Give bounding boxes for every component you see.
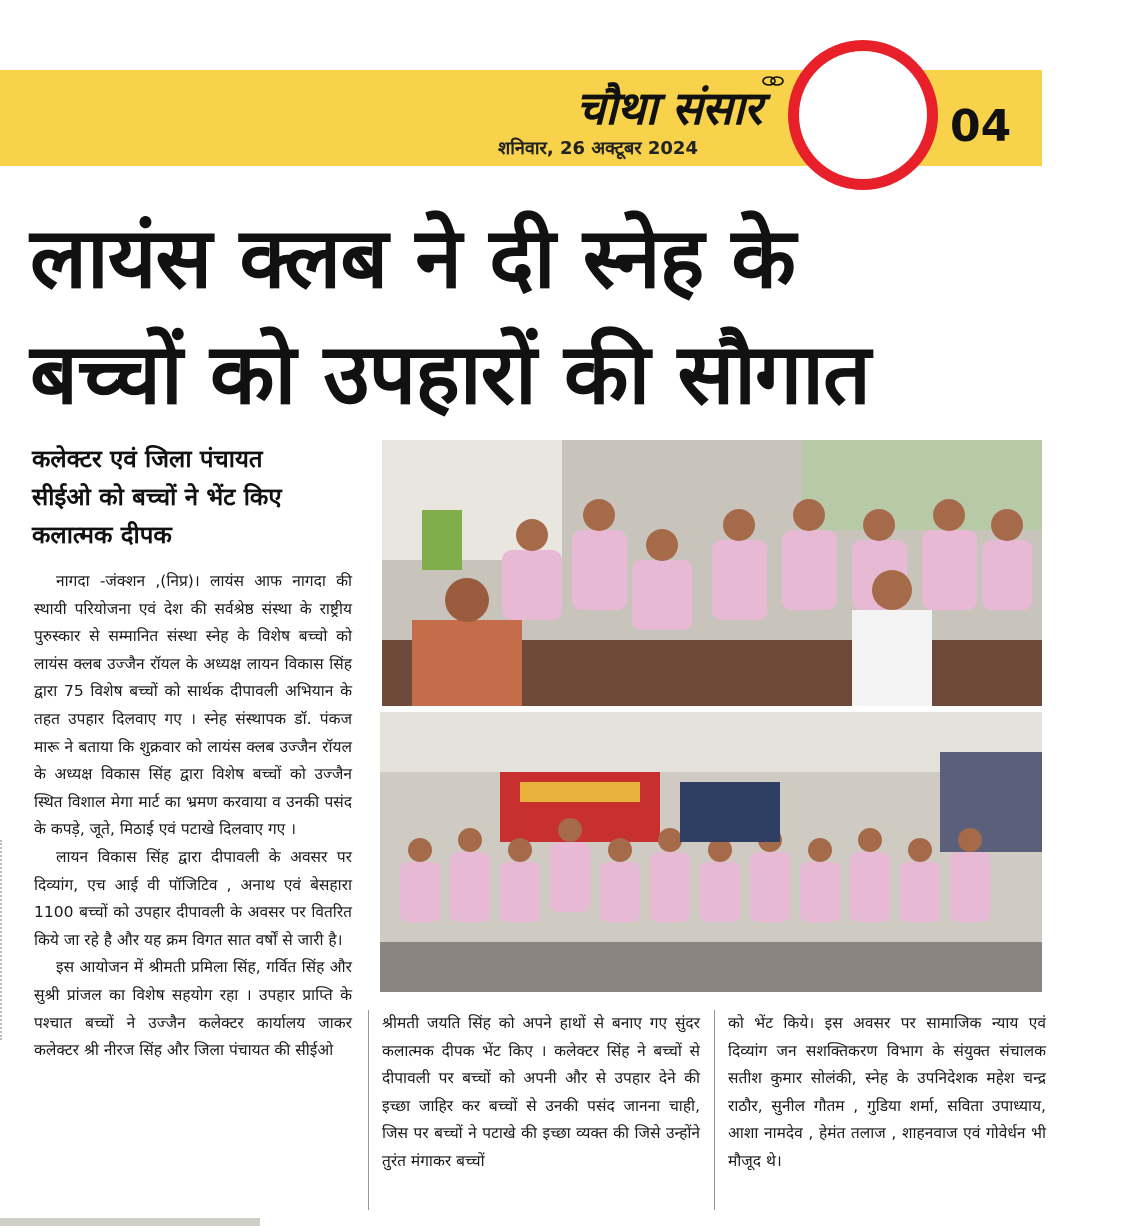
headline-line-2: बच्चों को उपहारों की सौगात xyxy=(30,325,870,423)
column-1-paragraph-2: लायन विकास सिंह द्वारा दीपावली के अवसर पर दिव्यांग, एच आई वी पॉजिटिव , अनाथ एवं बेसहारा 1100 बच्चों को उपहार दीपावली के अवसर पर वितरित किये जा रहे है और यह क्रम विगत सात वर्षों से जारी है। xyxy=(34,847,352,949)
subhead-line-1: कलेक्टर एवं जिला पंचायत xyxy=(32,445,263,473)
bottom-photo-edge xyxy=(0,1218,260,1226)
column-1-paragraph-3: इस आयोजन में श्रीमती प्रमिला सिंह, गर्वित सिंह और सुश्री प्रांजल का विशेष सहयोग रहा । उपहार प्राप्ति के पश्चात बच्चों ने उज्जैन कलेक्टर कार्यालय जाकर कलेक्टर श्री नीरज सिंह और जिला पंचायत की सीईओ xyxy=(34,958,352,1060)
group-photo-children-at-mega-mart xyxy=(380,712,1042,992)
subhead-line-3: कलात्मक दीपक xyxy=(32,521,172,549)
column-divider-1 xyxy=(368,1010,369,1210)
column-2-paragraph-1: श्रीमती जयति सिंह को अपने हाथों से बनाए गए सुंदर कलात्मक दीपक भेंट किए । कलेक्टर सिंह ने बच्चों से दीपावली पर बच्चों को अपनी और से उपहार देने की इच्छा जाहिर कर बच्चों से उनकी पसंद जानना चाही, जिस पर बच्चों ने पटाखे की इच्छा व्यक्त की जिसे उन्होंने तुरंत मंगाकर बच्चों xyxy=(382,1014,700,1170)
column-divider-2 xyxy=(714,1010,715,1210)
subhead-line-2: सीईओ को बच्चों ने भेंट किए xyxy=(32,483,282,511)
page-number: 04 xyxy=(950,101,1012,152)
column-1-paragraph-1: नागदा -जंक्शन ,(निप्र)। लायंस आफ नागदा की स्थायी परियोजना एवं देश की सर्वश्रेष्ठ संस्था के राष्ट्रीय पुरुस्कार से सम्मानित संस्था स्नेह के विशेष बच्चो को लायंस क्लब उज्जैन रॉयल के अध्यक्ष लायन विकास सिंह द्वारा 75 विशेष बच्चों को सार्थक दीपावली अभियान के तहत उपहार दिलवाए गए । स्नेह संस्थापक डॉ. पंकज मारू ने बताया कि शुक्रवार को लायंस क्लब उज्जैन रॉयल के अध्यक्ष विकास सिंह द्वारा विशेष बच्चों को उज्जैन स्थित विशाल मेगा मार्ट का भ्रमण करवाया व उनकी पसंद के कपड़े, जूते, मिठाई एवं पटाखे दिलवाए गए । xyxy=(34,572,352,839)
article-column-2 xyxy=(382,1010,700,1176)
article-subhead xyxy=(32,440,362,554)
article-column-3 xyxy=(728,1010,1046,1176)
headline-line-1: लायंस क्लब ने दी स्नेह के xyxy=(30,209,795,307)
column-3-paragraph-1: को भेंट किये। इस अवसर पर सामाजिक न्याय एवं दिव्यांग जन सशक्तिकरण विभाग के संयुक्त संचालक सतीश कुमार सोलंकी, स्नेह के उपनिदेशक महेश चन्द्र राठौर, सुनील गौतम , गुडिया शर्मा, सविता उपाध्याय, आशा नामदेव , हेमंत तलाज , शाहनवाज एवं गोवेर्धन भी मौजूद थे। xyxy=(728,1014,1046,1170)
article-headline xyxy=(30,200,1070,432)
page-fold-edge xyxy=(0,840,8,1040)
issue-date: शनिवार, 26 अक्टूबर 2024 xyxy=(498,138,698,159)
group-photo-children-with-collector xyxy=(382,440,1042,706)
article-column-1 xyxy=(34,568,352,1065)
newspaper-title: चौथा संसार xyxy=(576,81,762,135)
